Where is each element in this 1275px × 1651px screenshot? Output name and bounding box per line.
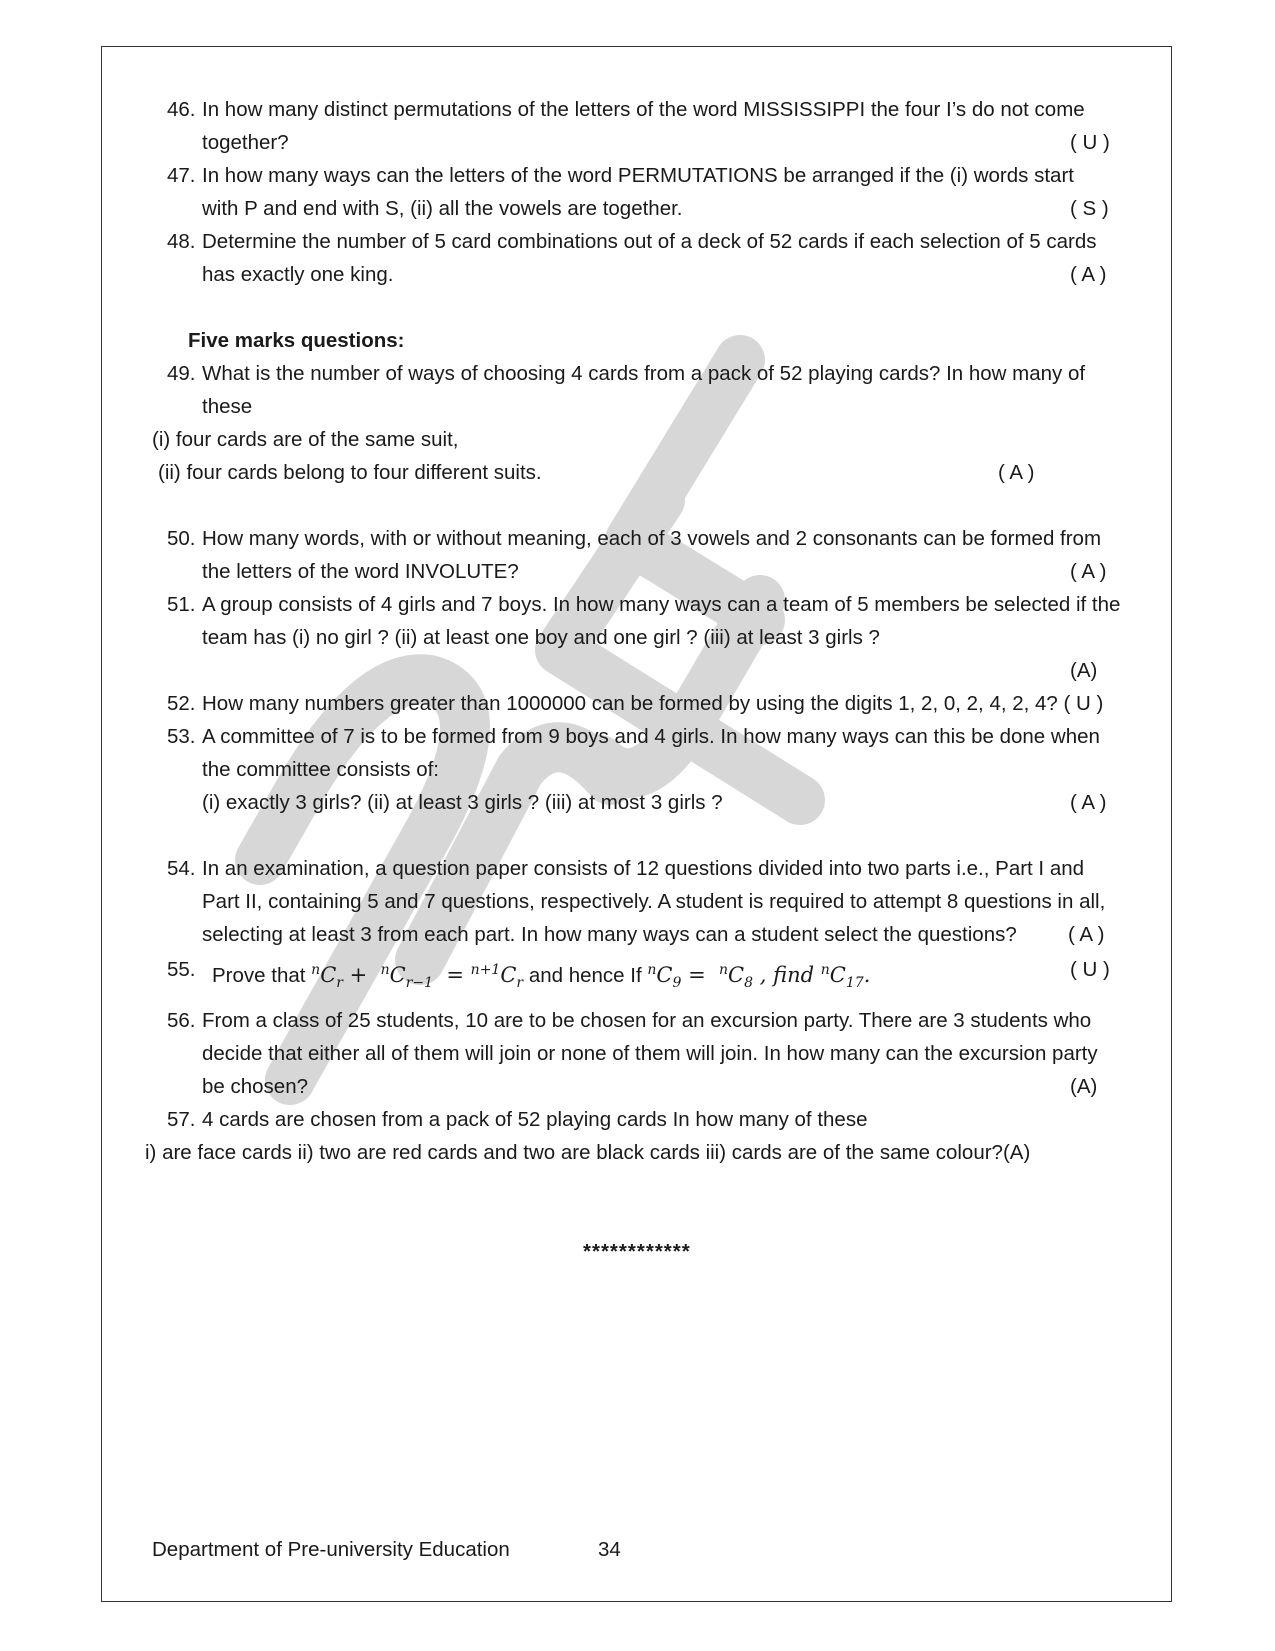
- q57-text-line2: i) are face cards ii) two are red cards and two are black cards iii) cards are of the same colour?(A): [145, 1141, 1031, 1164]
- q47-text-line2: with P and end with S, (ii) all the vowels are together.: [202, 197, 683, 220]
- q48-text-line2: has exactly one king.: [202, 263, 394, 286]
- q47-level-tag: ( S ): [1070, 197, 1109, 220]
- q52-number: 52.: [167, 692, 196, 715]
- q47-number: 47.: [167, 164, 196, 187]
- q51-number: 51.: [167, 593, 196, 616]
- q53-number: 53.: [167, 725, 196, 748]
- q55-condition: $^nC_9 = ^nC_8$ , find $^nC_{17}$.: [647, 962, 871, 992]
- q54-number: 54.: [167, 857, 196, 880]
- q46-text-line1: In how many distinct permutations of the letters of the word MISSISSIPPI the four I’s do not come: [202, 98, 1085, 121]
- q48-text-line1: Determine the number of 5 card combinations out of a deck of 52 cards if each selection of 5 cards: [202, 230, 1097, 253]
- q49-number: 49.: [167, 362, 196, 385]
- q51-text-line1: A group consists of 4 girls and 7 boys. In how many ways can a team of 5 members be selected if the: [202, 593, 1121, 616]
- q56-text-line1: From a class of 25 students, 10 are to be chosen for an excursion party. There are 3 students who: [202, 1009, 1092, 1032]
- q49-text-line4: (ii) four cards belong to four different suits.: [158, 461, 542, 484]
- q54-text-line3: selecting at least 3 from each part. In how many ways can a student select the questions?: [202, 923, 1017, 946]
- q55-find-text: find: [773, 963, 815, 987]
- q56-text-line3: be chosen?: [202, 1075, 309, 1098]
- q46-level-tag: ( U ): [1070, 131, 1110, 154]
- q53-level-tag: ( A ): [1070, 791, 1107, 814]
- q57-number: 57.: [167, 1108, 196, 1131]
- q55-prove-text: Prove that: [212, 964, 306, 987]
- q50-text-line1: How many words, with or without meaning, each of 3 vowels and 2 consonants can be formed from: [202, 527, 1102, 550]
- q55-identity-lhs: $^nC_r + ^nC_{r-1} = ^{n+1}C_r$: [311, 962, 524, 992]
- q55-hence-text: and hence If: [528, 964, 642, 987]
- footer-page-number: 34: [598, 1538, 621, 1561]
- q51-level-tag: (A): [1070, 659, 1098, 682]
- q53-text-line1: A committee of 7 is to be formed from 9 boys and 4 girls. In how many ways can this be done when: [202, 725, 1100, 748]
- q55-level-tag: ( U ): [1070, 958, 1110, 981]
- q46-number: 46.: [167, 98, 196, 121]
- q49-level-tag: ( A ): [998, 461, 1035, 484]
- q52-text-line1: How many numbers greater than 1000000 can be formed by using the digits 1, 2, 0, 2, 4, 2, 4? ( U ): [202, 692, 1104, 715]
- q56-text-line2: decide that either all of them will join or none of them will join. In how many can the excursion party: [202, 1042, 1098, 1065]
- q50-number: 50.: [167, 527, 196, 550]
- q55-number: 55.: [167, 958, 196, 981]
- q56-number: 56.: [167, 1009, 196, 1032]
- end-separator: ************: [583, 1240, 691, 1263]
- q56-level-tag: (A): [1070, 1075, 1098, 1098]
- q49-text-line3: (i) four cards are of the same suit,: [152, 428, 459, 451]
- q49-text-line1: What is the number of ways of choosing 4 cards from a pack of 52 playing cards? In how many of: [202, 362, 1086, 385]
- q46-text-line2: together?: [202, 131, 289, 154]
- section-heading: Five marks questions:: [188, 329, 405, 352]
- q48-number: 48.: [167, 230, 196, 253]
- q48-level-tag: ( A ): [1070, 263, 1107, 286]
- footer-department: Department of Pre-university Education: [152, 1538, 510, 1561]
- q51-text-line2: team has (i) no girl ? (ii) at least one boy and one girl ? (iii) at least 3 girls ?: [202, 626, 880, 649]
- q50-level-tag: ( A ): [1070, 560, 1107, 583]
- q47-text-line1: In how many ways can the letters of the word PERMUTATIONS be arranged if the (i) words start: [202, 164, 1074, 187]
- q54-text-line1: In an examination, a question paper consists of 12 questions divided into two parts i.e., Part I and: [202, 857, 1085, 880]
- q49-text-line2: these: [202, 395, 253, 418]
- q55-formula-line: [212, 958, 870, 995]
- q57-text-line1: 4 cards are chosen from a pack of 52 playing cards In how many of these: [202, 1108, 868, 1131]
- q53-text-line3: (i) exactly 3 girls? (ii) at least 3 girls ? (iii) at most 3 girls ?: [202, 791, 723, 814]
- q54-level-tag: ( A ): [1068, 923, 1105, 946]
- q50-text-line2: the letters of the word INVOLUTE?: [202, 560, 519, 583]
- q54-text-line2: Part II, containing 5 and 7 questions, respectively. A student is required to attempt 8 questions in all,: [202, 890, 1106, 913]
- q53-text-line2: the committee consists of:: [202, 758, 439, 781]
